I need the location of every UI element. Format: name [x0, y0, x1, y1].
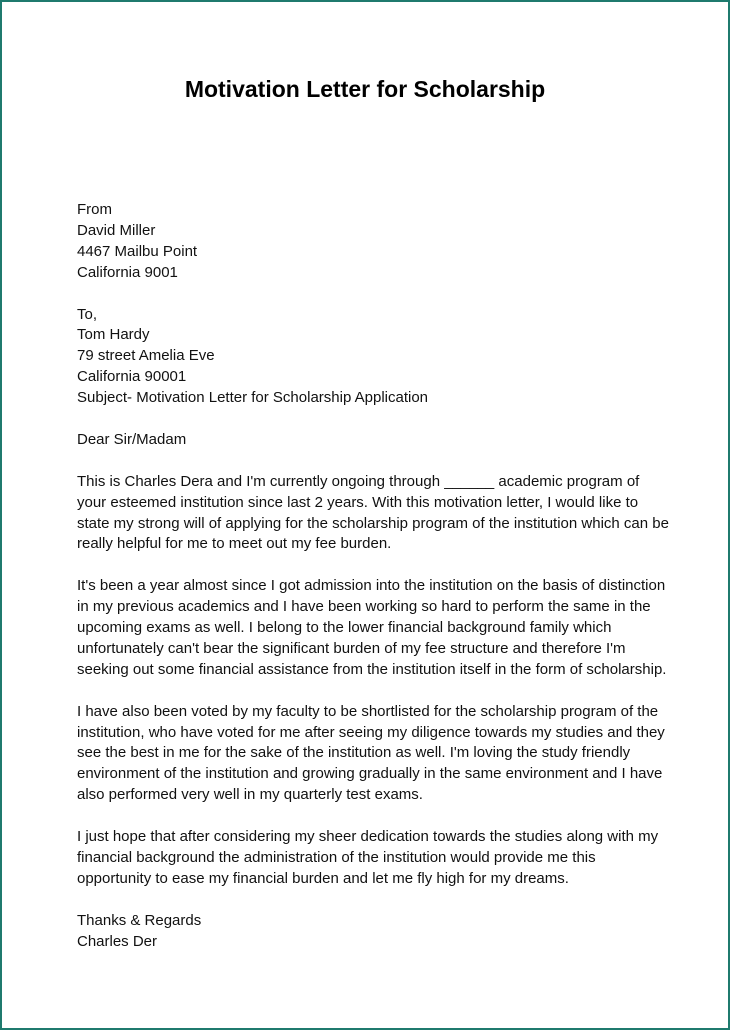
recipient-address-line2: California 90001 — [77, 368, 187, 386]
paragraph-3: I have also been voted by my faculty to be shortlisted for the scholarship program of the institution, who have voted for me after seeing my diligence towards my studies and they see the best in me for the sake of the institution as well. I'm loving the study friendly environment of the institution and growing gradually in the same environment and I have also performed very well in my quarterly test exams. — [77, 702, 665, 804]
subject-line: Subject- Motivation Letter for Scholarship Application — [77, 389, 429, 407]
paragraph-4: I just hope that after considering my sheer dedication towards the studies along with my financial background the administration of the institution would provide me this opportunity to ease my financial burden and let me fly high for my dreams. — [77, 828, 659, 887]
sender-name: David Miller — [77, 221, 156, 239]
sender-address-line2: California 9001 — [77, 263, 178, 281]
paragraph-1: This is Charles Dera and I'm currently ongoing through ______ academic program of your esteemed institution since last 2 years. With this motivation letter, I would like to state my strong will of applying for the scholarship program of the institution which can be really helpful for me to meet out my fee burden. — [77, 472, 669, 553]
sender-address-line1: 4467 Mailbu Point — [77, 242, 198, 260]
recipient-name: Tom Hardy — [77, 326, 150, 344]
recipient-label: To, — [77, 305, 98, 323]
sender-block — [77, 200, 685, 284]
salutation: Dear Sir/Madam — [77, 430, 187, 448]
signature-name: Charles Der — [77, 932, 158, 950]
recipient-address-line1: 79 street Amelia Eve — [77, 347, 215, 365]
letter-body — [77, 200, 685, 973]
document-title: Motivation Letter for Scholarship — [184, 76, 546, 102]
sender-label: From — [77, 201, 112, 218]
recipient-block — [77, 305, 685, 410]
paragraph-2: It's been a year almost since I got admission into the institution on the basis of distinction in my previous academics and I have been working so hard to perform the same in the upcoming exams as well. I belong to the lower financial background family which unfortunately can't bear the significant burden of my fee structure and therefore I'm seeking out some financial assistance from the institution itself in the form of scholarship. — [77, 577, 667, 678]
closing-regards: Thanks & Regards — [77, 911, 202, 929]
closing-block — [77, 911, 685, 953]
